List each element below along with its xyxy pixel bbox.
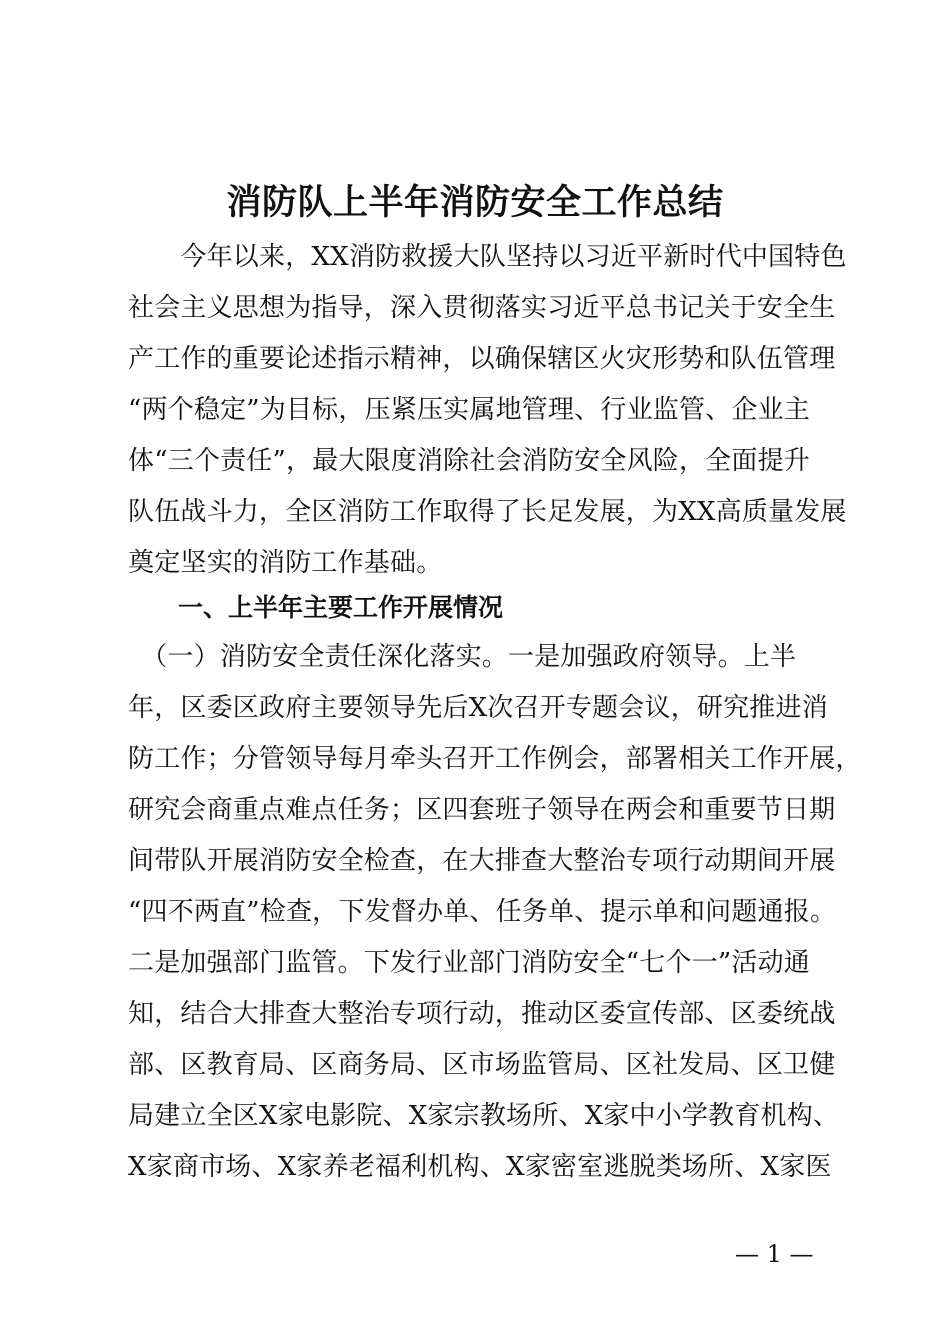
text-line: 奠定坚实的消防工作基础。 [128, 548, 443, 578]
text-line: （一）消防安全责任深化落实。一是加强政府领导。上半 [128, 642, 797, 672]
text-line: “两个稳定”为目标，压紧压实属地管理、行业监管、企业主 [128, 395, 810, 425]
text-line: 今年以来，XX消防救援大队坚持以习近平新时代中国特色 [128, 242, 847, 272]
text-line: 防工作；分管领导每月牵头召开工作例会，部署相关工作开展， [128, 744, 862, 774]
text-line: 队伍战斗力，全区消防工作取得了长足发展，为XX高质量发展 [128, 497, 847, 527]
text-line: 部、区教育局、区商务局、区市场监管局、区社发局、区卫健 [128, 1050, 836, 1080]
text-line: 二是加强部门监管。下发行业部门消防安全“七个一”活动通 [128, 948, 810, 978]
text-line: 局建立全区X家电影院、X家宗教场所、X家中小学教育机构、 [128, 1101, 840, 1131]
page-number: — 1 — [735, 1240, 814, 1268]
section-heading: 一、上半年主要工作开展情况 [178, 593, 504, 622]
text-line: 社会主义思想为指导，深入贯彻落实习近平总书记关于安全生 [128, 293, 836, 323]
text-line: “四不两直”检查，下发督办单、任务单、提示单和问题通报。 [128, 897, 837, 927]
section-paragraph [128, 632, 862, 1193]
text-line: 间带队开展消防安全检查，在大排查大整治专项行动期间开展 [128, 846, 836, 876]
text-line: 年，区委区政府主要领导先后X次召开专题会议，研究推进消 [128, 693, 828, 723]
text-line: 体“三个责任”，最大限度消除社会消防安全风险，全面提升 [128, 446, 810, 476]
document-title: 消防队上半年消防安全工作总结 [226, 182, 724, 223]
intro-paragraph [128, 232, 847, 589]
text-line: 研究会商重点难点任务；区四套班子领导在两会和重要节日期 [128, 795, 836, 825]
text-line: X家商市场、X家养老福利机构、X家密室逃脱类场所、X家医 [128, 1152, 832, 1182]
text-line: 产工作的重要论述指示精神，以确保辖区火灾形势和队伍管理 [128, 344, 836, 374]
text-line: 知，结合大排查大整治专项行动，推动区委宣传部、区委统战 [128, 999, 836, 1029]
